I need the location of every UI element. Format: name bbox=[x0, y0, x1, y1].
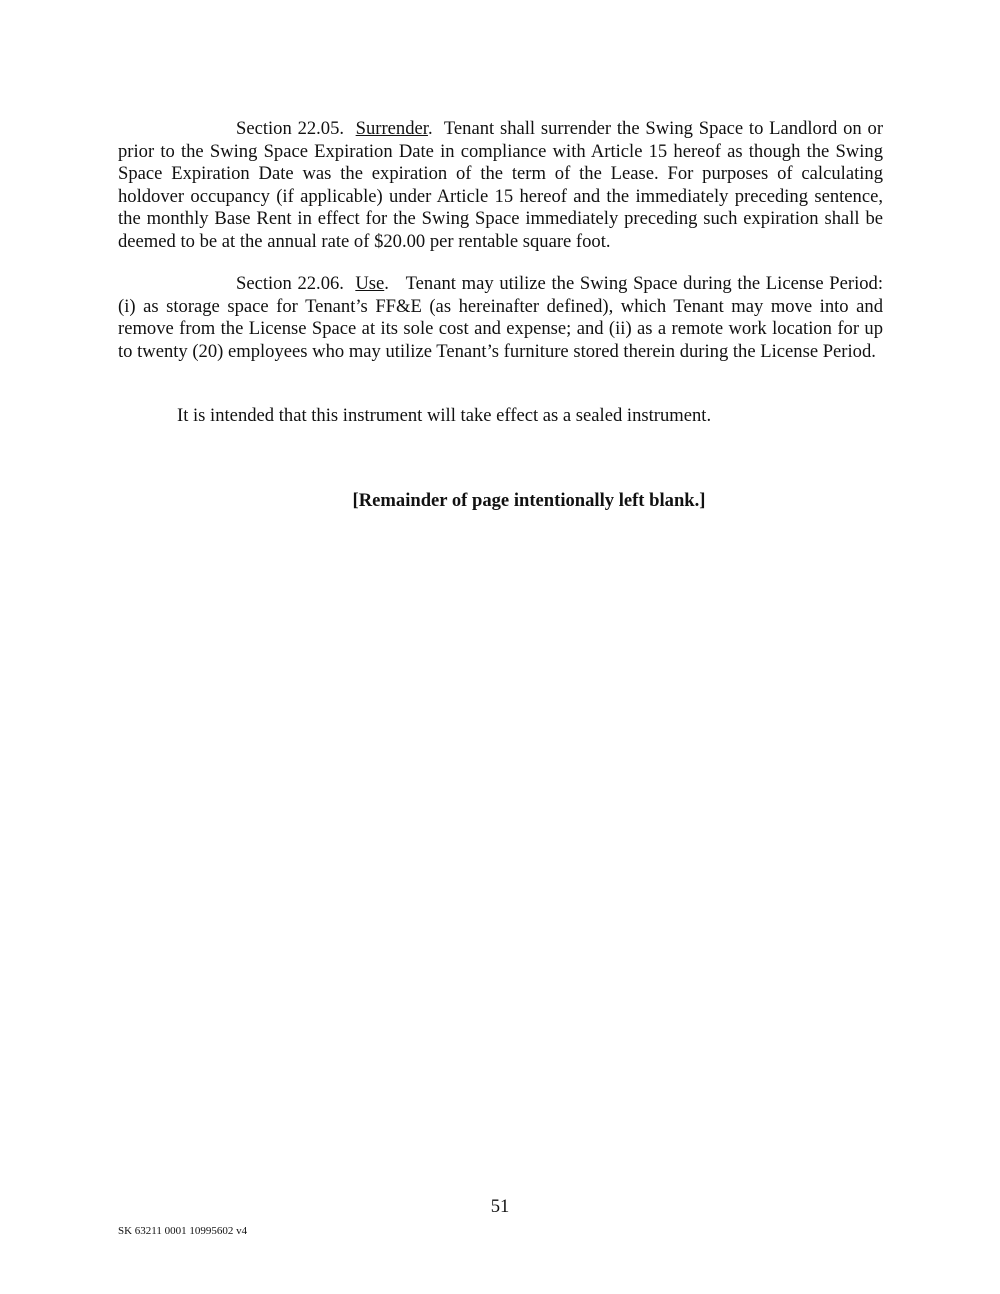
section-22-05-paragraph: Section 22.05. Surrender. Tenant shall surrender the Swing Space to Landlord on or prior to the Swing Space Expiration Date in compliance with Article 15 hereof as though the Swing Space Expiration Date was the expiration of the term of the Lease. For purposes of calculating holdover occupancy (if applicable) under Article 15 hereof and the immediately preceding sentence, the monthly Base Rent in effect for the Swing Space immediately preceding such expiration shall be deemed to be at the annual rate of $20.00 per rentable square foot. bbox=[118, 118, 884, 252]
section-body: Tenant may utilize the Swing Space during the License Period: (i) as storage space for Tenant’s FF&E (as hereinafter defined), which Tenant may move into and remove from the License Space at its sole cost and expense; and (ii) as a remote work location for up to twenty (20) employees who may utilize Tenant’s furniture stored therein during the License Period. bbox=[118, 273, 884, 362]
sealed-instrument-statement: It is intended that this instrument will take effect as a sealed instrument. bbox=[177, 405, 712, 426]
section-title: Use bbox=[355, 273, 385, 294]
section-title: Surrender bbox=[355, 118, 428, 139]
section-body: Tenant shall surrender the Swing Space to Landlord on or prior to the Swing Space Expiration Date in compliance with Article 15 hereof as though the Swing Space Expiration Date was the expiration of the term of the Lease. For purposes of calculating holdover occupancy (if applicable) under Article 15 hereof and the immediately preceding sentence, the monthly Base Rent in effect for the Swing Space immediately preceding such expiration shall be deemed to be at the annual rate of $20.00 per rentable square foot. bbox=[118, 118, 884, 252]
document-footer-id: SK 63211 0001 10995602 v4 bbox=[118, 1225, 248, 1237]
page-number: 51 bbox=[490, 1196, 510, 1217]
section-number: Section 22.06. bbox=[236, 273, 344, 294]
section-22-06-paragraph: Section 22.06. Use. Tenant may utilize the Swing Space during the License Period: (i) as storage space for Tenant’s FF&E (as hereinafter defined), which Tenant may move into and remove from the License Space at its sole cost and expense; and (ii) as a remote work location for up to twenty (20) employees who may utilize Tenant’s furniture stored therein during the License Period. bbox=[118, 273, 884, 362]
section-number: Section 22.05. bbox=[236, 118, 345, 139]
remainder-blank-note: [Remainder of page intentionally left blank.] bbox=[352, 490, 706, 511]
